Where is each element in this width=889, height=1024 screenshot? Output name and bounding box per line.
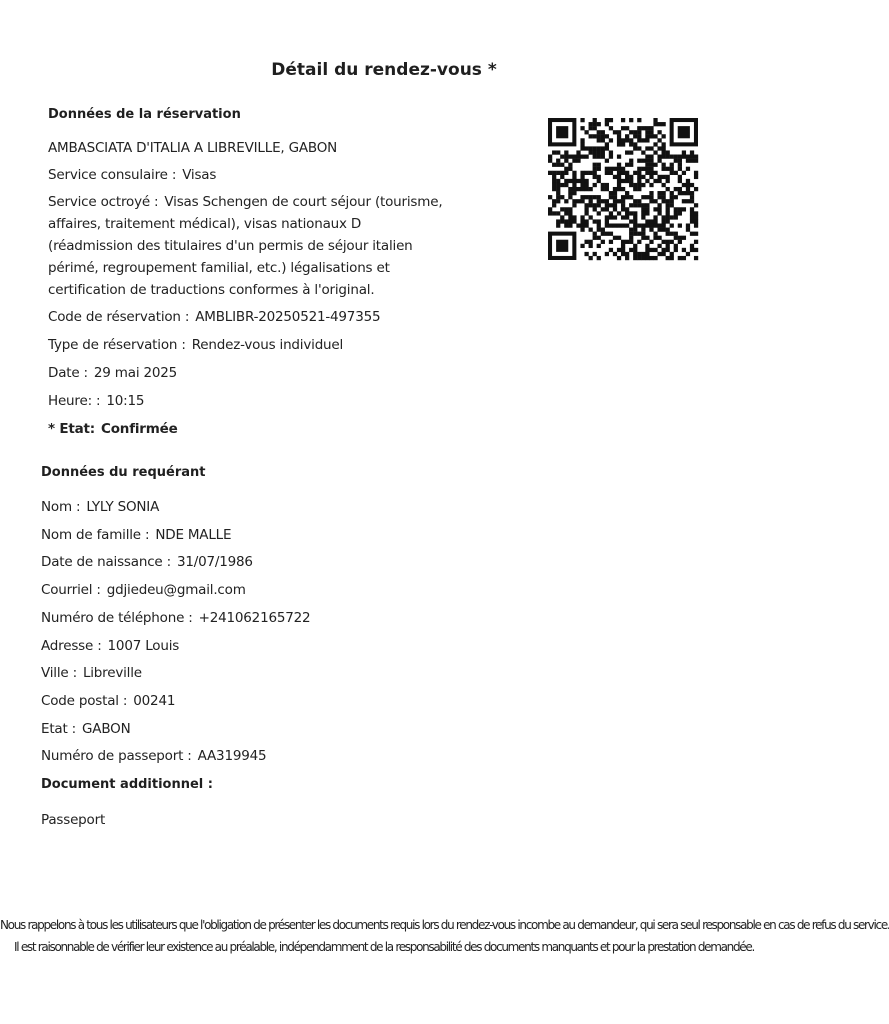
date-row [48, 364, 177, 382]
reservation-type-label: Type de réservation : [48, 337, 186, 353]
birth-date-label: Date de naissance : [41, 554, 171, 570]
time-value: 10:15 [106, 393, 145, 409]
applicant-heading: Données du requérant [41, 465, 206, 480]
state-row [41, 720, 130, 738]
reservation-heading: Données de la réservation [48, 107, 241, 122]
additional-document-value: Passeport [41, 812, 106, 828]
granted-service-label: Service octroyé : [48, 194, 159, 210]
email-label: Courriel : [41, 582, 101, 598]
status-value: Confirmée [101, 421, 178, 437]
reservation-type-row [48, 336, 343, 354]
qr-code-icon [548, 118, 698, 260]
reservation-type-value: Rendez-vous individuel [191, 337, 344, 353]
first-name-value: LYLY SONIA [86, 499, 160, 515]
page-title: Détail du rendez-vous * [271, 60, 497, 80]
phone-label: Numéro de téléphone : [41, 610, 193, 626]
consular-service-row [48, 166, 216, 184]
email-value: gdjiedeu@gmail.com [106, 582, 246, 598]
first-name-row [41, 498, 159, 516]
status-label: * Etat: [48, 421, 95, 437]
postal-code-label: Code postal : [41, 693, 128, 709]
time-row [48, 392, 144, 410]
city-value: Libreville [82, 665, 142, 681]
last-name-value: NDE MALLE [155, 527, 232, 543]
birth-date-value: 31/07/1986 [176, 554, 253, 570]
status-row [48, 420, 178, 438]
embassy-name: AMBASCIATA D'ITALIA A LIBREVILLE, GABON [48, 140, 338, 156]
postal-code-row [41, 692, 175, 710]
reservation-code-label: Code de réservation : [48, 309, 190, 325]
consular-service-label: Service consulaire : [48, 167, 177, 183]
city-label: Ville : [41, 665, 77, 681]
granted-service-value: Visas Schengen de court séjour (tourisme, affaires, traitement médical), visas nationaux D (réadmission des titulaires d'un permis de séjour italien périmé, regroupement familial, etc.) légalisations et certification de traductions conformes à l'original. [48, 194, 443, 298]
last-name-row [41, 526, 231, 544]
postal-code-value: 00241 [133, 693, 176, 709]
passport-number-row [41, 747, 266, 765]
reservation-code-value: AMBLIBR-20250521-497355 [195, 309, 381, 325]
city-row [41, 664, 142, 682]
address-label: Adresse : [41, 638, 102, 654]
phone-row [41, 609, 310, 627]
time-label: Heure: : [48, 393, 101, 409]
phone-value: +241062165722 [198, 610, 311, 626]
state-label: Etat : [41, 721, 77, 737]
reservation-code-row [48, 308, 380, 326]
state-value: GABON [82, 721, 131, 737]
address-row [41, 637, 179, 655]
consular-service-value: Visas [182, 167, 217, 183]
last-name-label: Nom de famille : [41, 527, 150, 543]
additional-document-heading: Document additionnel : [41, 777, 213, 792]
passport-number-value: AA319945 [197, 748, 267, 764]
footer-disclaimer-line-1: Nous rappelons à tous les utilisateurs que l'obligation de présenter les documents requis lors du rendez-vous incombe au demandeur, qui sera seul responsable en cas de refus du service. [0, 918, 889, 932]
footer-disclaimer-line-2: Il est raisonnable de vérifier leur existence au préalable, indépendamment de la responsabilité des documents manquants et pour la prestation demandée. [14, 940, 754, 954]
birth-date-row [41, 553, 253, 571]
granted-service-row [48, 191, 448, 301]
address-value: 1007 Louis [107, 638, 180, 654]
passport-number-label: Numéro de passeport : [41, 748, 192, 764]
first-name-label: Nom : [41, 499, 81, 515]
email-row [41, 581, 246, 599]
date-value: 29 mai 2025 [93, 365, 178, 381]
date-label: Date : [48, 365, 88, 381]
